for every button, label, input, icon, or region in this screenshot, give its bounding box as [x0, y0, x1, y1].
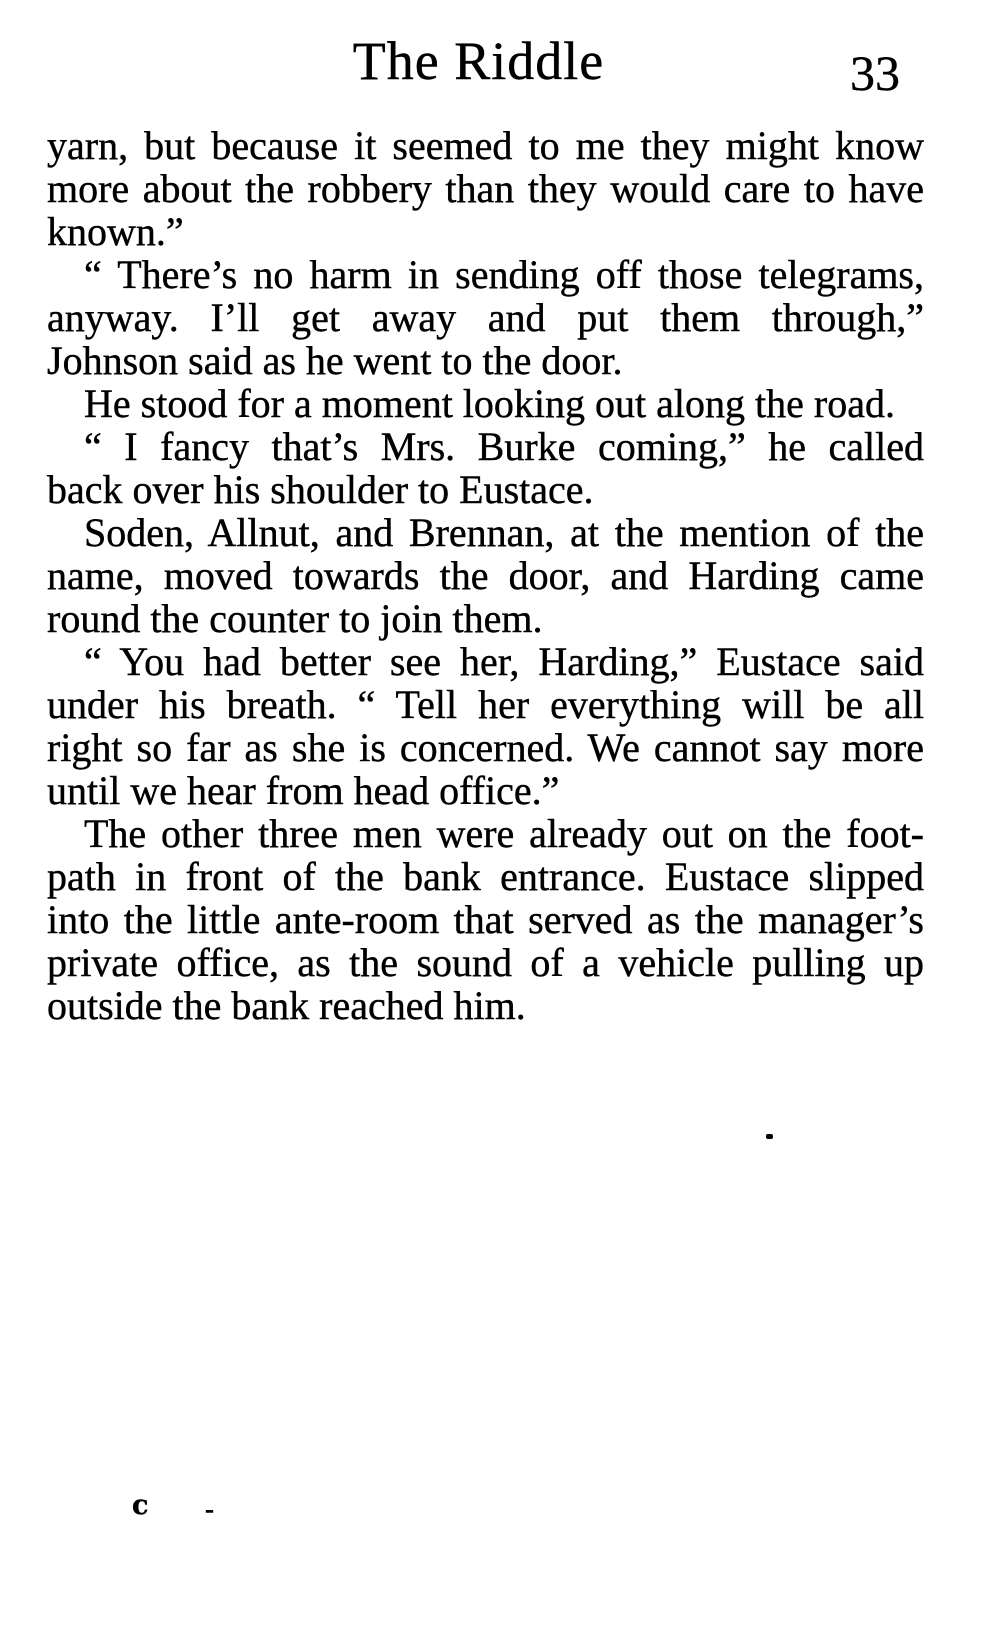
text-line: until we hear from head office.”	[47, 768, 560, 813]
running-head-title: The Riddle	[352, 31, 605, 91]
paragraph	[47, 812, 924, 1027]
text-line: The other three men were already out on the foot-	[84, 811, 924, 856]
text-line: He stood for a moment looking out along the road.	[84, 381, 895, 426]
paragraph	[47, 511, 924, 640]
text-line: Soden, Allnut, and Brennan, at the mention of the	[84, 510, 924, 555]
text-line: outside the bank reached him.	[47, 983, 526, 1028]
text-line: path in front of the bank entrance. Eustace slipped	[47, 854, 924, 899]
text-line: yarn, but because it seemed to me they might know	[47, 123, 924, 168]
text-line: right so far as she is concerned. We cannot say more	[47, 725, 924, 770]
page-number: 33	[850, 45, 900, 101]
text-line: back over his shoulder to Eustace.	[47, 467, 594, 512]
paragraph	[47, 640, 924, 812]
text-line: round the counter to join them.	[47, 596, 543, 641]
text-line: “ There’s no harm in sending off those telegrams,	[84, 252, 924, 297]
text-line: more about the robbery than they would care to have	[47, 166, 924, 211]
text-line: under his breath. “ Tell her everything will be all	[47, 682, 924, 727]
text-line: anyway. I’ll get away and put them through,”	[47, 295, 924, 340]
text-line: into the little ante-room that served as the manager’s	[47, 897, 924, 942]
paragraph	[47, 253, 924, 382]
paragraph	[47, 382, 924, 425]
paragraph	[47, 425, 924, 511]
body-text	[47, 124, 924, 1027]
printers-signature-dash: -	[205, 1494, 214, 1524]
text-line: name, moved towards the door, and Harding came	[47, 553, 924, 598]
text-line: “ You had better see her, Harding,” Eustace said	[84, 639, 924, 684]
stray-ink-dot	[766, 1134, 773, 1139]
printers-signature-letter: c	[132, 1490, 149, 1521]
text-line: Johnson said as he went to the door.	[47, 338, 623, 383]
paragraph	[47, 124, 924, 253]
text-line: “ I fancy that’s Mrs. Burke coming,” he called	[84, 424, 924, 469]
text-line: known.”	[47, 209, 184, 254]
text-line: private office, as the sound of a vehicle pulling up	[47, 940, 924, 985]
